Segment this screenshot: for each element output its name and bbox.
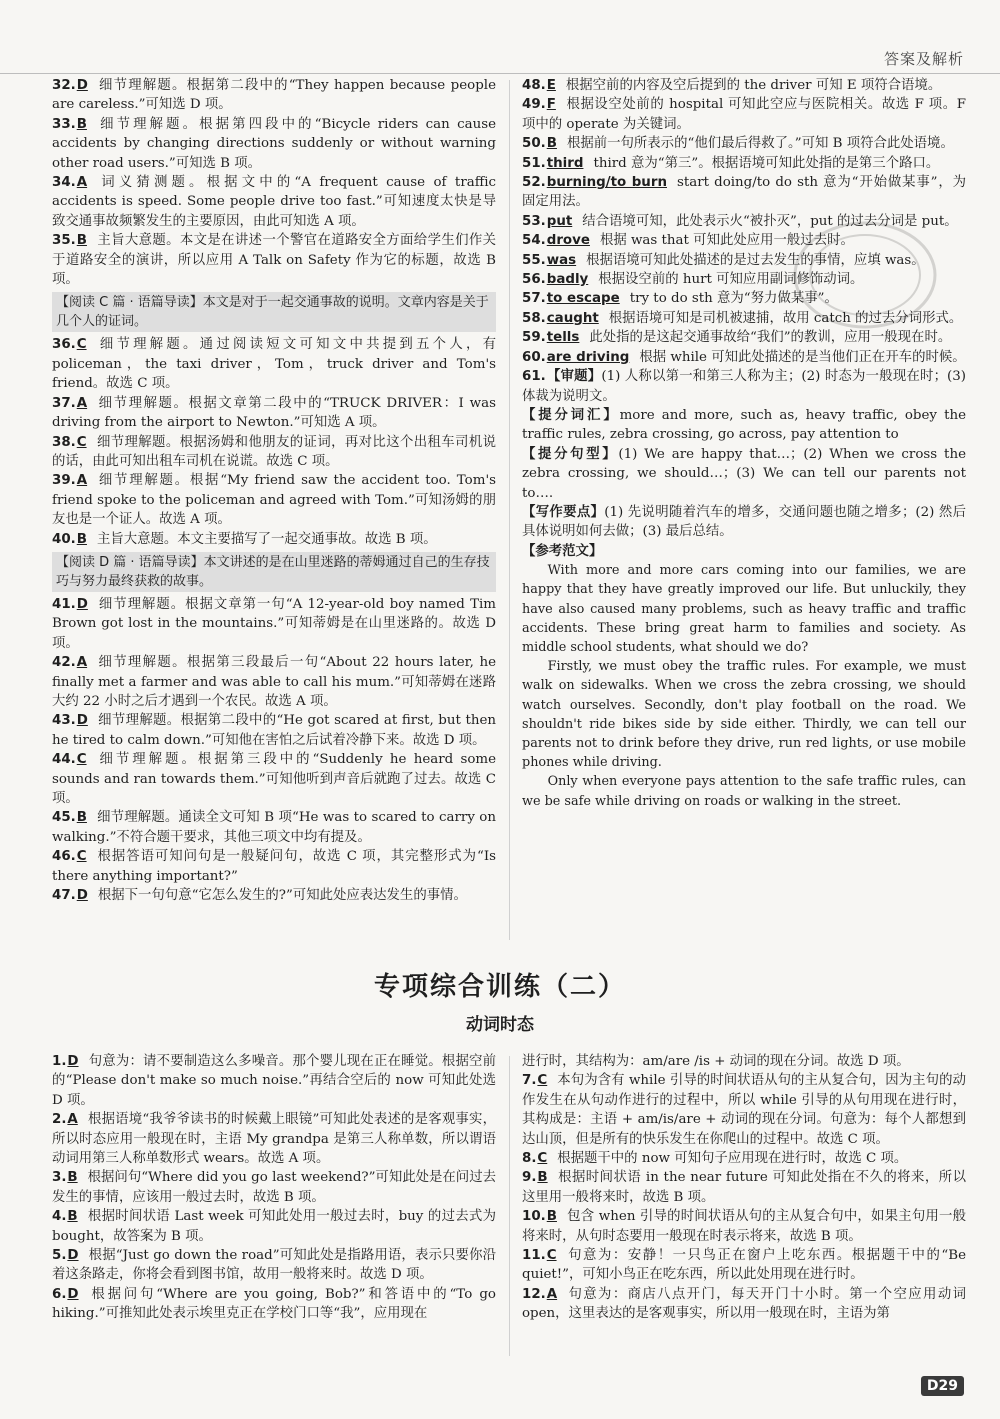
answer-item: [52, 711, 496, 750]
item-number: 51.: [522, 155, 546, 171]
item-number: 48.: [522, 78, 546, 93]
item-answer: caught: [546, 310, 599, 326]
item-number: 60.: [522, 349, 546, 365]
item-explanation: 根据 while 可知此处描述的是当他们正在开车的时候。: [639, 349, 966, 365]
item-number: 9.: [522, 1170, 537, 1186]
item-number: 39.: [52, 473, 76, 489]
answer-item: [52, 433, 496, 472]
item-answer: B: [67, 1170, 78, 1186]
answer-item: [52, 653, 496, 711]
item-number: 3.: [52, 1170, 67, 1186]
bottom-left-column: [52, 1052, 496, 1324]
item-explanation: start doing/to do sth 意为“开始做某事”，为固定用法。: [522, 175, 966, 210]
item-explanation: 包含 when 引导的时间状语从句的主从复合句中，如果主句用一般将来时，从句时态要用一般现在时表示将来，故选 B 项。: [522, 1209, 966, 1244]
item-answer: B: [537, 1170, 548, 1186]
sentence-patterns-block: [522, 445, 966, 503]
item-answer: D: [76, 78, 88, 93]
item-answer: C: [76, 752, 87, 768]
answer-item: [522, 154, 966, 173]
item-explanation: 根据语境“我爷爷读书的时候戴上眼镜”可知此处表述的是客观事实，所以时态应用一般现在时，主语 My grandpa 是第三人称单数，所以谓语动词用第三人称单数形式 wears。故选 A 项。: [52, 1112, 496, 1167]
column-divider-bottom: [509, 1056, 510, 1356]
answer-item: [52, 595, 496, 653]
item-number: 40.: [52, 531, 76, 547]
item-number: 61.: [522, 369, 546, 385]
item-answer: B: [546, 1209, 557, 1225]
item-number: 52.: [522, 175, 546, 191]
answer-item: [52, 115, 496, 173]
item-number: 34.: [52, 175, 76, 191]
answer-item: [52, 530, 496, 549]
item-answer: C: [76, 337, 87, 353]
answer-item: [52, 335, 496, 393]
item-explanation: 此处指的是这起交通事故给“我们”的教训，应用一般现在时。: [589, 330, 952, 346]
item-answer: B: [67, 1209, 78, 1225]
item-answer: third: [546, 155, 584, 171]
item-number: 11.: [522, 1248, 546, 1264]
answer-item: [522, 289, 966, 308]
item-answer: are driving: [546, 349, 630, 365]
item-explanation: 句意为：请不要制造这么多噪音。那个婴儿现在正在睡觉。根据空前的“Please don't make so much noise.”再结合空后的 now 可知此处选 D 项。: [52, 1054, 496, 1108]
item-answer: was: [546, 252, 577, 268]
item-explanation: 句意为：商店八点开门，每天开门十小时。第一个空应用动词 open，这里表达的是客观事实，所以用一般现在时，主语为第: [522, 1286, 966, 1322]
item-number: 8.: [522, 1151, 537, 1167]
item-number: 50.: [522, 136, 546, 152]
answer-item: [522, 231, 966, 250]
item-number: 2.: [52, 1112, 67, 1128]
item-explanation: 细节理解题。通读全文可知 B 项“He was to scared to carry on walking.”不符合题干要求，其他三项文中均有提及。: [52, 810, 496, 845]
item-number: 12.: [522, 1286, 546, 1302]
item-answer: put: [546, 213, 573, 229]
item-number: 54.: [522, 233, 546, 249]
bottom-right-column: [522, 1052, 966, 1324]
item-number: 56.: [522, 272, 546, 288]
item-explanation: 本句为含有 while 引导的时间状语从句的主从复合句，因为主句的动作发生在从句动作进行的过程中，所以 while 引导的从句用现在进行时，其构成是：主语 + am/is/are + 动词的现在分词。句意为：每个人都想到达山顶，但是所有的快乐发生在你爬山的过程中。故选 C 项。: [522, 1073, 966, 1147]
item-explanation: 根据 was that 可知此处应用一般过去时。: [599, 233, 854, 249]
item-answer: C: [76, 434, 87, 450]
item-answer: drove: [546, 233, 590, 249]
item-answer: C: [537, 1073, 548, 1089]
item-number: 46.: [52, 849, 76, 865]
item-answer: D: [67, 1054, 79, 1069]
item-answer: to escape: [546, 291, 620, 307]
writing-points-label: 【写作要点】: [522, 504, 605, 520]
item-answer: burning/to burn: [546, 175, 667, 191]
answer-item: [522, 1207, 966, 1246]
answer-item: [522, 348, 966, 367]
answer-item: [52, 886, 496, 905]
passage-guide-c: 【阅读 C 篇 · 语篇导读】本文是对于一起交通事故的说明。文章内容是关于几个人的证词。: [52, 292, 496, 332]
item-answer: B: [76, 116, 87, 132]
item-number: 6.: [52, 1286, 67, 1302]
item-explanation: 根据答语可知问句是一般疑问句，故选 C 项，其完整形式为“Is there anything important?”: [52, 849, 496, 884]
item-answer: A: [76, 175, 88, 191]
answer-item: [52, 1285, 496, 1324]
item-answer: D: [76, 888, 88, 904]
shenti-label: 【审题】: [546, 369, 602, 385]
item-number: 41.: [52, 596, 76, 612]
item-explanation: 根据问句“Where did you go last weekend?”可知此处是在问过去发生的事情，应该用一般过去时，故选 B 项。: [52, 1170, 496, 1205]
item-number: 43.: [52, 713, 76, 729]
answer-item: [52, 1207, 496, 1246]
passage-guide-d: 【阅读 D 篇 · 语篇导读】本文讲述的是在山里迷路的蒂姆通过自己的生存技巧与努力最终获救的故事。: [52, 552, 496, 592]
header-rule: [0, 73, 1000, 74]
item-answer: tells: [546, 330, 580, 346]
item-answer: D: [76, 713, 88, 729]
vocab-text: more and more, such as, heavy traffic, obey the traffic rules, zebra crossing, go across, pay attention to: [522, 407, 967, 443]
item-number: 59.: [522, 330, 546, 346]
shenti-text: (1) 人称以第一和第三人称为主；(2) 时态为一般现在时；(3) 体裁为说明文。: [522, 369, 967, 404]
answer-item: [522, 95, 966, 134]
item-explanation: 根据空前的内容及空后提到的 the driver 可知 E 项符合语境。: [565, 78, 942, 93]
item-answer: A: [76, 395, 88, 411]
item-answer: A: [67, 1112, 78, 1128]
answer-item: [52, 750, 496, 808]
item-explanation: 细节理解题。根据“My friend saw the accident too. Tom's friend spoke to the policeman and agreed with Tom.”可知汤姆的朋友也是一个证人。故选 A 项。: [52, 473, 496, 528]
item-answer: B: [76, 810, 87, 826]
item-explanation: 主旨大意题。本文主要描写了一起交通事故。故选 B 项。: [96, 531, 437, 547]
answer-item: [52, 1110, 496, 1168]
answer-item: [52, 808, 496, 847]
answer-item: [522, 1168, 966, 1207]
item-number: 49.: [522, 97, 546, 113]
item-answer: F: [546, 97, 556, 113]
item-number: 47.: [52, 888, 76, 904]
item-answer: D: [76, 596, 88, 612]
left-column: [52, 76, 496, 905]
item-number: 58.: [522, 310, 546, 326]
item-answer: C: [546, 1248, 557, 1264]
item-explanation: 细节理解题。根据第二段中的“They happen because people are careless.”可知选 D 项。: [52, 78, 496, 113]
item-answer: B: [76, 233, 87, 249]
answer-item: [522, 1149, 966, 1168]
answer-item: [522, 1071, 966, 1149]
item-explanation: 根据题干中的 now 可知句子应用现在进行时，故选 C 项。: [557, 1151, 908, 1167]
answer-item: [52, 394, 496, 433]
item-answer: C: [537, 1151, 548, 1167]
answer-item: [52, 847, 496, 886]
item-explanation: 细节理解题。根据文章第二段中的“TRUCK DRIVER：I was driving from the airport to Newton.”可知选 A 项。: [52, 395, 496, 431]
answer-item: [522, 1246, 966, 1285]
answer-item: [52, 471, 496, 529]
item-explanation: 结合语境可知，此处表示火“被扑灭”，put 的过去分词是 put。: [582, 213, 958, 229]
item-number: 57.: [522, 291, 546, 307]
section-title: 专项综合训练（二）: [373, 972, 626, 1002]
continued-text: 进行时，其结构为：am/are /is + 动词的现在分词。故选 D 项。: [522, 1054, 910, 1069]
item-number: 10.: [522, 1209, 546, 1225]
item-answer: A: [76, 473, 88, 489]
item-explanation: 细节理解题。根据第四段中的“Bicycle riders can cause accidents by changing directions suddenly or without warning other road users.”可知选 B 项。: [52, 116, 496, 171]
item-explanation: 词义猜测题。根据文中的“A frequent cause of traffic accidents is speed. Some people drive too fast.”可知速度太快是导致交通事故频繁发生的主要原因，由此可知选 A 项。: [52, 175, 496, 229]
answer-item: [52, 1246, 496, 1285]
essay-paragraph: Firstly, we must obey the traffic rules. For example, we must walk on sidewalks. When we cross the zebra crossing, we should watch ourselves. Secondly, don't play football on the road. We shouldn't ride bikes side by side either. Thirdly, we can tell our parents not to drink before they drive, run red lights, or use mobile phones while driving.: [522, 659, 966, 771]
item-number: 32.: [52, 78, 76, 93]
item-number: 33.: [52, 116, 76, 132]
item-number: 4.: [52, 1209, 67, 1225]
item-explanation: 细节理解题。根据第三段中的“Suddenly he heard some sounds and ran towards them.”可知他听到声音后就跑了过去。故选 C 项。: [52, 752, 496, 806]
item-explanation: 根据时间状语 in the near future 可知此处指在不久的将来，所以这里用一般将来时，故选 B 项。: [522, 1170, 966, 1205]
sentence-patterns-label: 【提分句型】: [522, 446, 619, 462]
sample-essay-label: 【参考范文】: [522, 543, 603, 559]
writing-points-text: (1) 先说明随着汽车的增多，交通问题也随之增多；(2) 然后具体说明如何去做；(3) 最后总结。: [522, 504, 967, 540]
item-explanation: 根据设空前的 hurt 可知应用副词修饰动词。: [598, 272, 864, 288]
vocab-label: 【提分词汇】: [522, 407, 620, 423]
answer-item: [52, 1168, 496, 1207]
item-number: 1.: [52, 1054, 67, 1069]
item-answer: D: [67, 1248, 79, 1264]
item-number: 38.: [52, 434, 76, 450]
writing-points-block: [522, 503, 966, 542]
sample-essay: [522, 561, 966, 811]
item-explanation: 根据设空处前的 hospital 可知此空应与医院相关。故选 F 项。F 项中的 operate 为关键词。: [522, 97, 966, 132]
item-explanation: 句意为：安静！一只鸟正在窗户上吃东西。根据题干中的“Be quiet!”，可知小鸟正在吃东西，所以此处用现在进行时。: [522, 1248, 966, 1283]
item-number: 37.: [52, 395, 76, 411]
item-explanation: 主旨大意题。本文是在讲述一个警官在道路安全方面给学生们作关于道路安全的演讲，所以应用 A Talk on Safety 作为它的标题，故选 B 项。: [52, 233, 496, 288]
header-label: 答案及解析: [883, 50, 964, 68]
answer-item: [522, 270, 966, 289]
item-answer: C: [76, 849, 87, 865]
item-number: 42.: [52, 655, 76, 671]
item-explanation: try to do sth 意为“努力做某事”。: [629, 291, 838, 307]
item-number: 5.: [52, 1248, 67, 1264]
item-answer: A: [546, 1286, 558, 1302]
answer-item: [52, 173, 496, 231]
item-answer: B: [546, 136, 557, 152]
item-explanation: 根据下一句句意“它怎么发生的?”可知此处应表达发生的事情。: [97, 888, 467, 904]
answer-item: [522, 251, 966, 270]
item-number: 55.: [522, 252, 546, 268]
section-subtitle: 动词时态: [466, 1015, 534, 1035]
item-answer: B: [76, 531, 87, 547]
writing-item: [522, 367, 966, 406]
item-explanation: 根据语境可知此处描述的是过去发生的事情，应填 was。: [586, 252, 925, 268]
essay-paragraph: Only when everyone pays attention to the safe traffic rules, can we be safe while driving on roads or walking in the street.: [522, 774, 966, 809]
item-explanation: 根据语境可知是司机被逮捕，故用 catch 的过去分词形式。: [608, 310, 963, 326]
answer-item: [522, 212, 966, 231]
page-number: D29: [921, 1376, 964, 1396]
right-column: [522, 76, 966, 811]
answer-item: [522, 328, 966, 347]
item-explanation: 细节理解题。根据第三段最后一句“About 22 hours later, he finally met a farmer and was able to call his mum.”可知蒂姆在迷路大约 22 小时之后才遇到一个农民。故选 A 项。: [52, 655, 496, 709]
item-number: 36.: [52, 337, 76, 353]
item-number: 45.: [52, 810, 76, 826]
item-explanation: 细节理解题。通过阅读短文可知文中共提到五个人，有 policeman，the taxi driver，Tom，truck driver and Tom's friend。故选 C 项。: [52, 337, 496, 392]
item-explanation: 细节理解题。根据文章第一句“A 12-year-old boy named Tim Brown got lost in the mountains.”可知蒂姆是在山里迷路的。故选 D 项。: [52, 596, 496, 651]
item-explanation: 细节理解题。根据第二段中的“He got scared at first, but then he tired to calm down.”可知他在害怕之后试着冷静下来。故选 D 项。: [52, 713, 496, 748]
answer-item: [52, 76, 496, 115]
item-explanation: 根据时间状语 Last week 可知此处用一般过去时，buy 的过去式为 bought，故答案为 B 项。: [52, 1209, 496, 1244]
item-explanation: third 意为“第三”。根据语境可知此处指的是第三个路口。: [593, 155, 940, 171]
answer-item: [522, 1285, 966, 1324]
item-number: 35.: [52, 233, 76, 249]
item-number: 44.: [52, 752, 76, 768]
item-explanation: 细节理解题。根据汤姆和他朋友的证词，再对比这个出租车司机说的话，由此可知出租车司机在说谎。故选 C 项。: [52, 434, 496, 469]
essay-paragraph: With more and more cars coming into our families, we are happy that they have greatly improved our life. But unluckily, they have also caused many problems, such as heavy traffic and traffic accidents. These bring great harm to families and society. As middle school students, what should we do?: [522, 563, 966, 655]
item-explanation: 根据问句“Where are you going, Bob?”和答语中的“To go hiking.”可推知此处表示埃里克正在学校门口等“我”，应用现在: [52, 1286, 496, 1322]
item-answer: A: [76, 655, 88, 671]
answer-item: [522, 76, 966, 95]
item-number: 53.: [522, 213, 546, 229]
answer-item: [522, 134, 966, 153]
item-explanation: 根据前一句所表示的“他们最后得救了。”可知 B 项符合此处语境。: [566, 136, 954, 152]
column-divider: [509, 80, 510, 940]
item-answer: E: [546, 78, 556, 93]
item-number: 7.: [522, 1073, 537, 1089]
item-answer: D: [67, 1286, 79, 1302]
item-explanation: 根据“Just go down the road”可知此处是指路用语，表示只要你沿着这条路走，你将会看到图书馆，故用一般将来时。故选 D 项。: [52, 1248, 496, 1283]
item-answer: badly: [546, 272, 589, 288]
answer-item: [52, 1052, 496, 1110]
answer-item: [52, 231, 496, 289]
sentence-patterns-text: (1) We are happy that…；(2) When we cross the zebra crossing, we should…；(3) We can tell our parents not to….: [522, 446, 966, 501]
vocab-block: [522, 406, 966, 445]
answer-item: [522, 173, 966, 212]
answer-item: [522, 309, 966, 328]
